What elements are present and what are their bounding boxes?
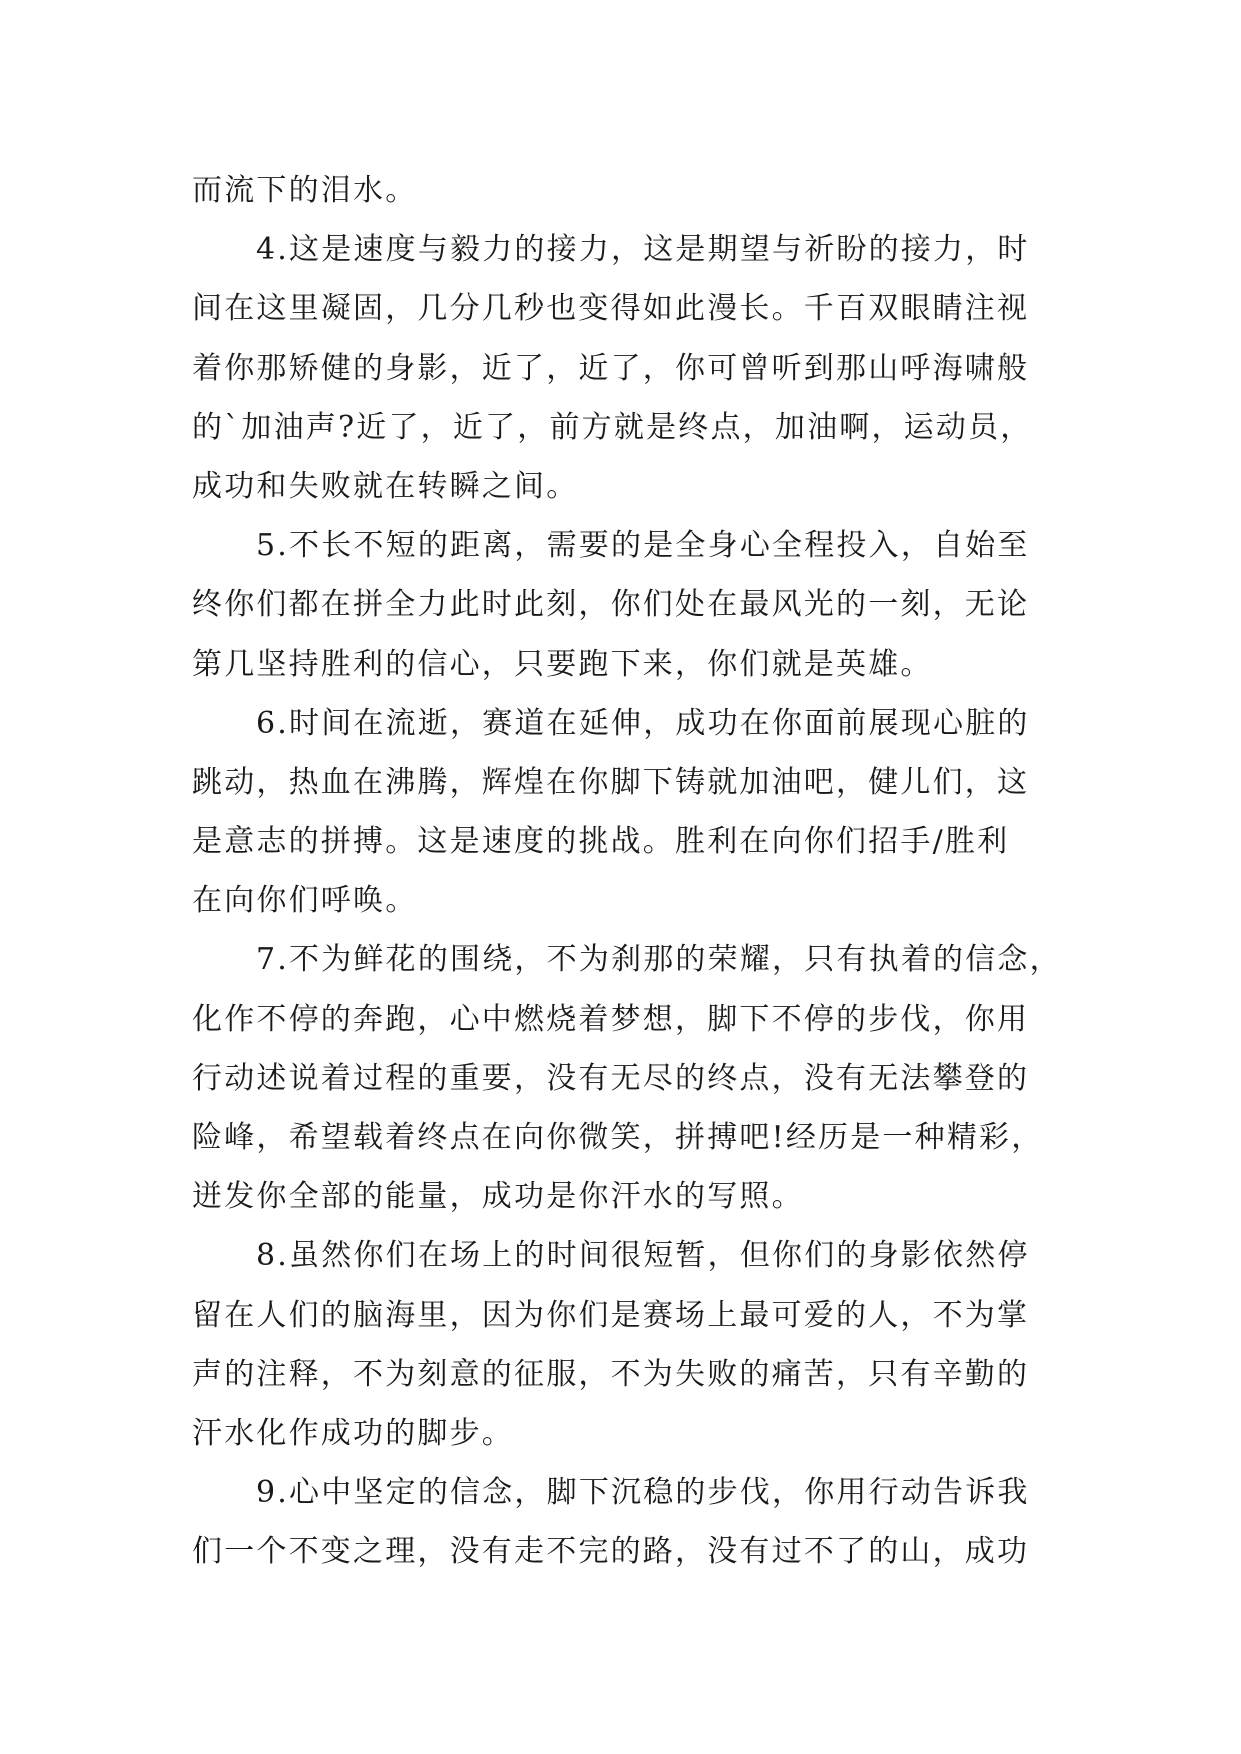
text-line: 终你们都在拼全力此时此刻，你们处在最风光的一刻，无论 [192,587,1030,623]
text-line: 间在这里凝固，几分几秒也变得如此漫长。千百双眼睛注视 [192,291,1030,327]
text-line: 9.心中坚定的信念，脚下沉稳的步伐，你用行动告诉我 [256,1475,1030,1511]
text-line: 化作不停的奔跑，心中燃烧着梦想，脚下不停的步伐，你用 [192,1001,1030,1037]
text-line: 而流下的泪水。 [192,173,418,208]
text-line: 第几坚持胜利的信心，只要跑下来，你们就是英雄。 [192,646,933,682]
text-line: 5.不长不短的距离，需要的是全身心全程投入，自始至 [256,528,1030,564]
text-line: 的`加油声?近了，近了，前方就是终点，加油啊，运动员， [192,409,1033,445]
text-line: 跳动，热血在沸腾，辉煌在你脚下铸就加油吧，健儿们，这 [192,764,1030,800]
paragraph [192,516,1062,694]
text-line: 4.这是速度与毅力的接力，这是期望与祈盼的接力，时 [256,232,1030,268]
text-line: 着你那矫健的身影，近了，近了，你可曾听到那山呼海啸般 [192,350,1030,386]
paragraph [192,161,1062,220]
paragraph [192,1226,1062,1463]
document-body [192,161,1062,1582]
text-line: 声的注释，不为刻意的征服，不为失败的痛苦，只有辛勤的 [192,1356,1030,1392]
text-line: 是意志的拼搏。这是速度的挑战。胜利在向你们招手/胜利 [192,824,1010,860]
text-line: 们一个不变之理，没有走不完的路，没有过不了的山，成功 [192,1534,1030,1570]
text-line: 6.时间在流逝，赛道在延伸，成功在你面前展现心脏的 [256,705,1030,741]
text-line: 行动述说着过程的重要，没有无尽的终点，没有无法攀登的 [192,1060,1030,1096]
paragraph [192,1463,1062,1581]
paragraph [192,220,1062,516]
text-line: 留在人们的脑海里，因为你们是赛场上最可爱的人，不为掌 [192,1297,1030,1333]
paragraph [192,694,1062,931]
text-line: 险峰，希望载着终点在向你微笑，拼搏吧!经历是一种精彩， [192,1120,1044,1155]
text-line: 7.不为鲜花的围绕，不为刹那的荣耀，只有执着的信念， [256,942,1062,978]
text-line: 汗水化作成功的脚步。 [192,1415,514,1451]
text-line: 8.虽然你们在场上的时间很短暂，但你们的身影依然停 [256,1238,1030,1274]
text-line: 在向你们呼唤。 [192,883,418,919]
text-line: 成功和失败就在转瞬之间。 [192,468,579,504]
text-line: 迸发你全部的能量，成功是你汗水的写照。 [192,1179,804,1215]
paragraph [192,930,1062,1226]
